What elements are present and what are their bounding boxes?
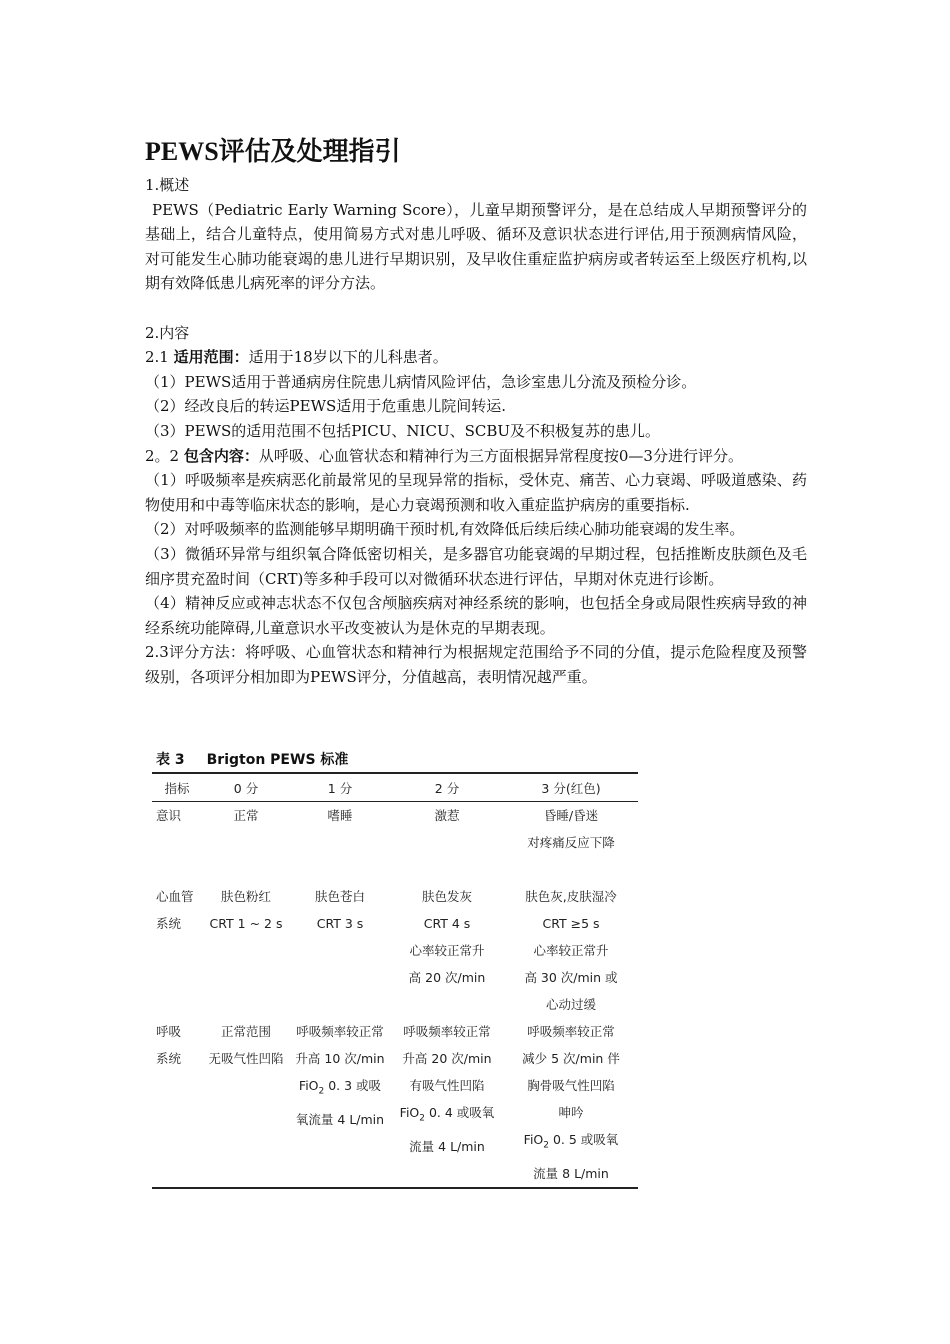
cell-line: CRT 3 s xyxy=(316,916,364,931)
cell-line: 正常 xyxy=(233,808,259,823)
body-text xyxy=(145,173,807,689)
page-title: PEWS评估及处理指引 xyxy=(145,137,401,166)
row-label-line: 意识 xyxy=(156,808,182,823)
row-label xyxy=(152,802,202,857)
table-cell xyxy=(290,856,390,1018)
cell-line: 流量 8 L/min xyxy=(533,1165,609,1181)
section-heading: 1.概述 xyxy=(145,176,190,194)
cell-line: 氧流量 4 L/min xyxy=(295,1111,385,1127)
row-label xyxy=(152,856,202,1018)
section-heading: 2.内容 xyxy=(145,323,190,342)
table-row xyxy=(152,1018,638,1188)
cell-line: 呼吸频率较正常 xyxy=(403,1024,491,1039)
table-cell xyxy=(202,1018,290,1188)
cell-line: FiO$_2$ 0. 5 或吸氧 xyxy=(523,1132,619,1151)
cell-line: 升高 10 次/min xyxy=(295,1051,385,1066)
table-row xyxy=(152,802,638,857)
table-row xyxy=(152,856,638,1018)
cell-line: FiO$_2$ 0. 3 或吸 xyxy=(298,1078,382,1097)
table-caption: 表 3 Brigton PEWS 标准 xyxy=(156,752,349,768)
table-cell xyxy=(504,856,638,1018)
cell-line: 流量 4 L/min xyxy=(409,1138,485,1154)
cell-line: 嗜睡 xyxy=(327,808,353,823)
cell-line: CRT 4 s xyxy=(423,916,471,931)
table-cell xyxy=(390,802,504,857)
cell-line: 昏睡/昏迷 xyxy=(543,808,599,823)
header-cell: 1 分 xyxy=(327,780,353,796)
row-label xyxy=(152,1018,202,1188)
cell-line: FiO$_2$ 0. 4 或吸氧 xyxy=(399,1105,495,1124)
cell-line: 胸骨吸气性凹陷 xyxy=(527,1078,615,1093)
paragraph: （2）经改良后的转运PEWS适用于危重患儿院间转运. xyxy=(145,397,507,416)
paragraph: 2.3评分方法：将呼吸、心血管状态和精神行为根据规定范围给予不同的分值，提示危险程度及预警级别，各项评分相加即为PEWS评分，分值越高，表明情况越严重。 xyxy=(145,643,807,686)
cell-line: 肤色粉红 xyxy=(220,889,271,904)
table-cell xyxy=(390,856,504,1018)
cell-line: 呻吟 xyxy=(558,1105,584,1120)
table-cell xyxy=(290,802,390,857)
cell-line: 有吸气性凹陷 xyxy=(409,1078,485,1093)
table-cell xyxy=(504,802,638,857)
header-cell: 2 分 xyxy=(434,780,460,796)
cell-line: 高 30 次/min 或 xyxy=(524,970,618,985)
row-label-line: 呼吸 xyxy=(156,1024,182,1039)
cell-line: 肤色灰,皮肤湿冷 xyxy=(525,889,617,904)
cell-line: 正常范围 xyxy=(220,1024,271,1039)
paragraph: 2.1 适用范围：适用于18岁以下的儿科患者。 xyxy=(145,348,448,367)
cell-line: 心率较正常升 xyxy=(409,943,485,958)
paragraph: （3）微循环异常与组织氧合降低密切相关，是多器官功能衰竭的早期过程，包括推断皮肤颜色及毛细序贯充盈时间（CRT)等多种手段可以对微循环状态进行评估，早期对休克进行诊断。 xyxy=(145,544,807,588)
cell-line: 高 20 次/min xyxy=(408,970,486,985)
table-cell xyxy=(290,1018,390,1188)
cell-line: 呼吸频率较正常 xyxy=(527,1024,615,1039)
header-cell: 指标 xyxy=(164,780,190,796)
cell-line: 肤色苍白 xyxy=(314,889,365,904)
cell-line: 心动过缓 xyxy=(545,997,596,1012)
row-label-line: 系统 xyxy=(156,916,182,931)
cell-line: CRT 1 ~ 2 s xyxy=(209,916,283,931)
header-cell: 3 分(红色) xyxy=(541,780,601,796)
table-cell xyxy=(202,856,290,1018)
cell-line: 无吸气性凹陷 xyxy=(208,1051,284,1066)
paragraph: PEWS（Pediatric Early Warning Score），儿童早期预警评分，是在总结成人早期预警评分的基础上，结合儿童特点，使用简易方式对患儿呼吸、循环及意识状态进行评估,用于预测病情风险，对可能发生心肺功能衰竭的患儿进行早期识别，及早收住重症监护病房或者转运至上级医疗机构,以期有效降低患儿病死率的评分方法。 xyxy=(145,200,807,293)
row-label-line: 心血管 xyxy=(156,889,194,904)
cell-line: 对疼痛反应下降 xyxy=(527,835,615,850)
cell-line: 肤色发灰 xyxy=(421,889,472,904)
header-cell: 0 分 xyxy=(233,780,259,796)
paragraph: （2）对呼吸频率的监测能够早期明确干预时机,有效降低后续后续心肺功能衰竭的发生率。 xyxy=(145,520,745,539)
row-label-line: 系统 xyxy=(156,1051,182,1066)
paragraph: 2。2 包含内容：从呼吸、心血管状态和精神行为三方面根据异常程度按0—3分进行评分。 xyxy=(145,446,743,465)
paragraph: （1）PEWS适用于普通病房住院患儿病情风险评估，急诊室患儿分流及预检分诊。 xyxy=(145,372,697,391)
cell-line: 呼吸频率较正常 xyxy=(296,1024,384,1039)
pews-table-figure xyxy=(152,748,640,1189)
paragraph: （3）PEWS的适用范围不包括PICU、NICU、SCBU及不积极复苏的患儿。 xyxy=(145,421,661,440)
table-cell xyxy=(390,1018,504,1188)
cell-line: 减少 5 次/min 伴 xyxy=(522,1051,620,1066)
paragraph: （4）精神反应或神志状态不仅包含颅脑疾病对神经系统的影响，也包括全身或局限性疾病导致的神经系统功能障碍,儿童意识水平改变被认为是休克的早期表现。 xyxy=(145,594,807,637)
cell-line: 心率较正常升 xyxy=(533,943,609,958)
cell-line: 升高 20 次/min xyxy=(402,1051,492,1066)
pews-table xyxy=(152,772,638,1189)
cell-line: CRT ≥5 s xyxy=(542,916,600,931)
table-header-row xyxy=(152,773,638,802)
paragraph: （1）呼吸频率是疾病恶化前最常见的呈现异常的指标，受休克、痛苦、心力衰竭、呼吸道感染、药物使用和中毒等临床状态的影响，是心力衰竭预测和收入重症监护病房的重要指标. xyxy=(145,471,807,514)
cell-line: 激惹 xyxy=(434,808,460,823)
table-cell xyxy=(504,1018,638,1188)
table-cell xyxy=(202,802,290,857)
